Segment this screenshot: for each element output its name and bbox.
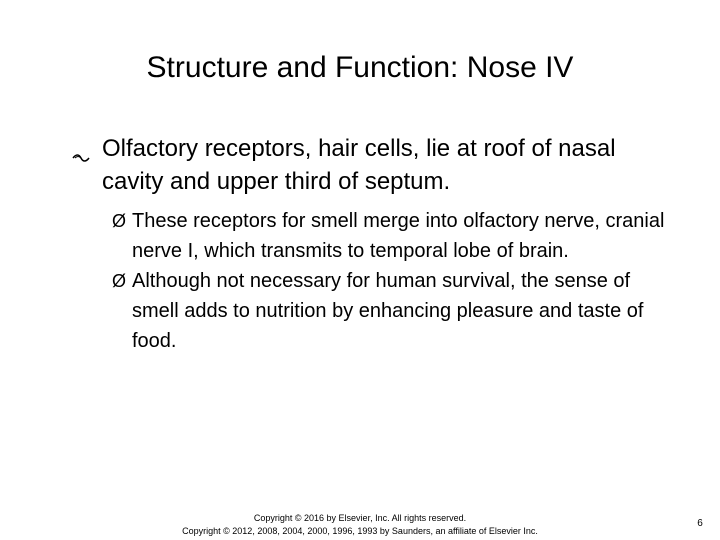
copyright-line-1: Copyright © 2016 by Elsevier, Inc. All rights reserved. (253, 513, 467, 523)
copyright-line-2: Copyright © 2012, 2008, 2004, 2000, 1996, 1993 by Saunders, an affiliate of Elsevier Inc. (182, 526, 538, 536)
sub-bullet-text: These receptors for smell merge into olfactory nerve, cranial nerve I, which transmits to temporal lobe of brain. (132, 210, 665, 262)
main-bullet-text: Olfactory receptors, hair cells, lie at roof of nasal cavity and upper third of septum. (102, 135, 616, 195)
main-bullet (82, 132, 682, 198)
sub-bullet-list (112, 206, 672, 356)
arrow-bullet-icon: Ø (112, 211, 127, 231)
arrow-bullet-icon: Ø (112, 271, 127, 291)
sub-bullet (112, 206, 672, 266)
sub-bullet-text: Although not necessary for human survival, the sense of smell adds to nutrition by enhancing pleasure and taste of food. (132, 270, 644, 352)
sub-bullet (112, 266, 672, 356)
copyright-footer (140, 512, 580, 538)
slide-title: Structure and Function: Nose IV (146, 51, 574, 84)
ornament-bullet-icon (72, 141, 90, 155)
page-number: 6 (697, 518, 703, 529)
